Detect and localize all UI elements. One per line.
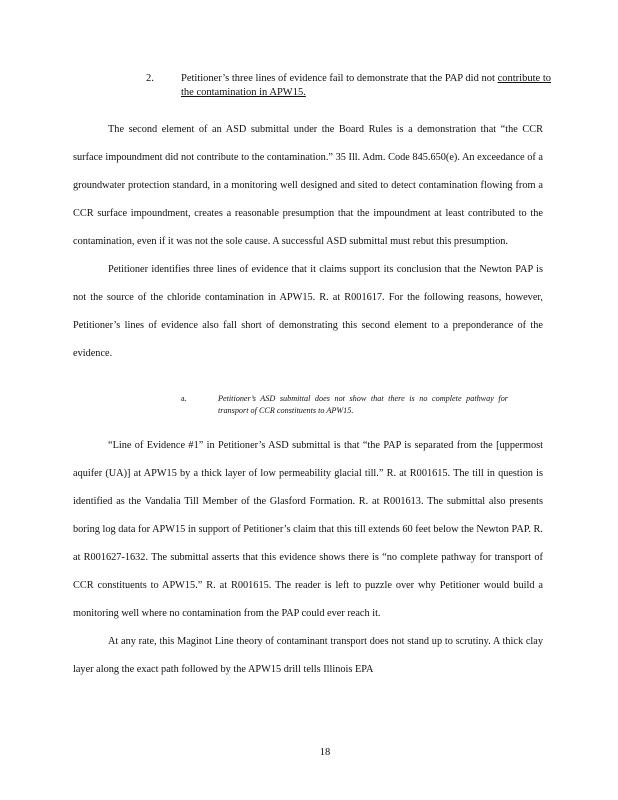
- body-text-top: [73, 116, 543, 368]
- paragraph: “Line of Evidence #1” in Petitioner’s ASD submittal is that “the PAP is separated from the [uppermost aquifer (UA)] at APW15 by a thick layer of low permeability glacial till.” R. at R001615. The till in question is identified as the Vandalia Till Member of the Glasford Formation. R. at R001613. The submittal also presents boring log data for APW15 in support of Petitioner’s claim that this till extends 60 feet below the Newton PAP. R. at R001627-1632. The submittal asserts that this evidence shows there is “no complete pathway for transport of CCR constituents to APW15.” R. at R001615. The reader is left to puzzle over why Petitioner would build a monitoring well where no contamination from the PAP could ever reach it.: [73, 440, 543, 619]
- subsection-title: Petitioner’s ASD submittal does not show that there is no complete pathway for transport of CCR constituents to APW15.: [218, 394, 508, 415]
- section-title-plain: Petitioner’s three lines of evidence fail to demonstrate that the PAP did not: [181, 73, 498, 84]
- subsection-number: a.: [181, 394, 187, 403]
- page-number: 18: [319, 747, 331, 758]
- paragraph: Petitioner identifies three lines of evidence that it claims support its conclusion that the Newton PAP is not the source of the chloride contamination in APW15. R. at R001617. For the following reasons, however, Petitioner’s lines of evidence also fall short of demonstrating this second element to a preponderance of the evidence.: [73, 264, 543, 359]
- section-number: 2.: [146, 73, 154, 84]
- body-text-bottom: [73, 432, 543, 684]
- paragraph: The second element of an ASD submittal under the Board Rules is a demonstration that “the CCR surface impoundment did not contribute to the contamination.” 35 Ill. Adm. Code 845.650(e). An exceedance of a groundwater protection standard, in a monitoring well designed and sited to detect contamination flowing from a CCR surface impoundment, creates a reasonable presumption that the impoundment at least contributed to the contamination, even if it was not the sole cause. A successful ASD submittal must rebut this presumption.: [73, 124, 543, 247]
- section-title-underlined: contribute to the contamination in APW15.: [181, 73, 551, 98]
- section-title: [181, 72, 551, 100]
- paragraph: At any rate, this Maginot Line theory of contaminant transport does not stand up to scrutiny. A thick clay layer along the exact path followed by the APW15 drill tells Illinois EPA: [73, 636, 543, 675]
